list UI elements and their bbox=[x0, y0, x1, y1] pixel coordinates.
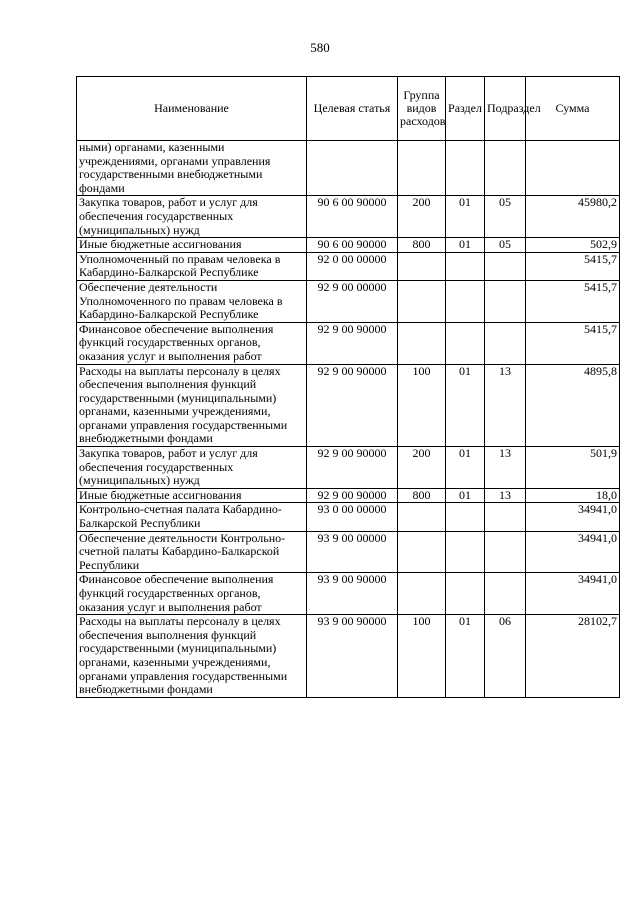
header-sum: Сумма bbox=[526, 77, 620, 141]
cell-sum: 18,0 bbox=[526, 488, 620, 503]
cell-sum: 501,9 bbox=[526, 447, 620, 489]
cell-article: 90 6 00 90000 bbox=[307, 196, 398, 238]
cell-name: Расходы на выплаты персоналу в целях обеспечения выполнения функций государственными (муниципальными) органами, казенными учреждениями, органами управления государственными внебюджетными фондами bbox=[77, 364, 307, 447]
cell-subsection bbox=[485, 280, 526, 322]
cell-subsection: 05 bbox=[485, 238, 526, 253]
cell-article: 90 6 00 90000 bbox=[307, 238, 398, 253]
cell-name: Расходы на выплаты персоналу в целях обеспечения выполнения функций государственными (муниципальными) органами, казенными учреждениями, органами управления государственными внебюджетными фондами bbox=[77, 615, 307, 698]
cell-subsection bbox=[485, 531, 526, 573]
cell-group bbox=[398, 252, 446, 280]
cell-subsection: 13 bbox=[485, 447, 526, 489]
cell-sum: 502,9 bbox=[526, 238, 620, 253]
cell-article: 92 9 00 90000 bbox=[307, 364, 398, 447]
cell-group bbox=[398, 322, 446, 364]
table-row bbox=[77, 447, 620, 489]
cell-subsection bbox=[485, 503, 526, 531]
table-row bbox=[77, 280, 620, 322]
table-header-row bbox=[77, 77, 620, 141]
cell-name: Закупка товаров, работ и услуг для обеспечения государственных (муниципальных) нужд bbox=[77, 447, 307, 489]
cell-name: Обеспечение деятельности Контрольно-счетной палаты Кабардино-Балкарской Республики bbox=[77, 531, 307, 573]
page-number: 580 bbox=[310, 40, 330, 55]
cell-section: 01 bbox=[446, 447, 485, 489]
cell-group: 800 bbox=[398, 238, 446, 253]
cell-section bbox=[446, 322, 485, 364]
cell-sum: 28102,7 bbox=[526, 615, 620, 698]
table-row bbox=[77, 364, 620, 447]
table-row bbox=[77, 141, 620, 196]
cell-section: 01 bbox=[446, 238, 485, 253]
cell-article: 93 9 00 90000 bbox=[307, 573, 398, 615]
cell-sum: 45980,2 bbox=[526, 196, 620, 238]
header-target-article: Целевая статья bbox=[307, 77, 398, 141]
table-row bbox=[77, 615, 620, 698]
cell-subsection: 13 bbox=[485, 364, 526, 447]
cell-article: 92 9 00 90000 bbox=[307, 322, 398, 364]
cell-name: Финансовое обеспечение выполнения функций государственных органов, оказания услуг и выполнения работ bbox=[77, 322, 307, 364]
cell-subsection: 13 bbox=[485, 488, 526, 503]
cell-name: ными) органами, казенными учреждениями, органами управления государственными внебюджетными фондами bbox=[77, 141, 307, 196]
cell-name: Финансовое обеспечение выполнения функций государственных органов, оказания услуг и выполнения работ bbox=[77, 573, 307, 615]
cell-group: 200 bbox=[398, 447, 446, 489]
cell-subsection: 06 bbox=[485, 615, 526, 698]
cell-section bbox=[446, 141, 485, 196]
cell-group bbox=[398, 280, 446, 322]
cell-section bbox=[446, 252, 485, 280]
header-subsection: Подраздел bbox=[485, 77, 526, 141]
cell-article: 92 9 00 90000 bbox=[307, 447, 398, 489]
cell-group bbox=[398, 573, 446, 615]
cell-name: Иные бюджетные ассигнования bbox=[77, 238, 307, 253]
table-row bbox=[77, 322, 620, 364]
table-row bbox=[77, 531, 620, 573]
cell-sum: 5415,7 bbox=[526, 252, 620, 280]
cell-subsection: 05 bbox=[485, 196, 526, 238]
cell-sum: 34941,0 bbox=[526, 573, 620, 615]
cell-section bbox=[446, 531, 485, 573]
header-expense-group: Группа видов расходов bbox=[398, 77, 446, 141]
cell-sum: 34941,0 bbox=[526, 531, 620, 573]
cell-article: 92 9 00 00000 bbox=[307, 280, 398, 322]
cell-sum: 5415,7 bbox=[526, 322, 620, 364]
cell-group: 100 bbox=[398, 364, 446, 447]
cell-name: Иные бюджетные ассигнования bbox=[77, 488, 307, 503]
cell-sum: 4895,8 bbox=[526, 364, 620, 447]
cell-article: 93 9 00 90000 bbox=[307, 615, 398, 698]
cell-subsection bbox=[485, 141, 526, 196]
cell-group: 200 bbox=[398, 196, 446, 238]
cell-section: 01 bbox=[446, 615, 485, 698]
table-row bbox=[77, 252, 620, 280]
cell-subsection bbox=[485, 322, 526, 364]
cell-article: 92 0 00 00000 bbox=[307, 252, 398, 280]
cell-subsection bbox=[485, 573, 526, 615]
cell-group bbox=[398, 531, 446, 573]
budget-table bbox=[76, 76, 620, 698]
table-row bbox=[77, 238, 620, 253]
cell-group bbox=[398, 141, 446, 196]
cell-name: Закупка товаров, работ и услуг для обеспечения государственных (муниципальных) нужд bbox=[77, 196, 307, 238]
cell-group: 800 bbox=[398, 488, 446, 503]
cell-section: 01 bbox=[446, 364, 485, 447]
cell-group: 100 bbox=[398, 615, 446, 698]
table-row bbox=[77, 196, 620, 238]
cell-article: 93 9 00 00000 bbox=[307, 531, 398, 573]
cell-sum bbox=[526, 141, 620, 196]
cell-article bbox=[307, 141, 398, 196]
cell-article: 93 0 00 00000 bbox=[307, 503, 398, 531]
table-row bbox=[77, 573, 620, 615]
cell-name: Уполномоченный по правам человека в Кабардино-Балкарской Республике bbox=[77, 252, 307, 280]
cell-section: 01 bbox=[446, 196, 485, 238]
cell-name: Обеспечение деятельности Уполномоченного по правам человека в Кабардино-Балкарской Республике bbox=[77, 280, 307, 322]
cell-name: Контрольно-счетная палата Кабардино-Балкарской Республики bbox=[77, 503, 307, 531]
cell-section bbox=[446, 503, 485, 531]
cell-section bbox=[446, 573, 485, 615]
cell-section bbox=[446, 280, 485, 322]
cell-sum: 5415,7 bbox=[526, 280, 620, 322]
cell-subsection bbox=[485, 252, 526, 280]
header-section: Раздел bbox=[446, 77, 485, 141]
header-name: Наименование bbox=[77, 77, 307, 141]
cell-article: 92 9 00 90000 bbox=[307, 488, 398, 503]
cell-section: 01 bbox=[446, 488, 485, 503]
table-row bbox=[77, 488, 620, 503]
table-row bbox=[77, 503, 620, 531]
cell-group bbox=[398, 503, 446, 531]
cell-sum: 34941,0 bbox=[526, 503, 620, 531]
